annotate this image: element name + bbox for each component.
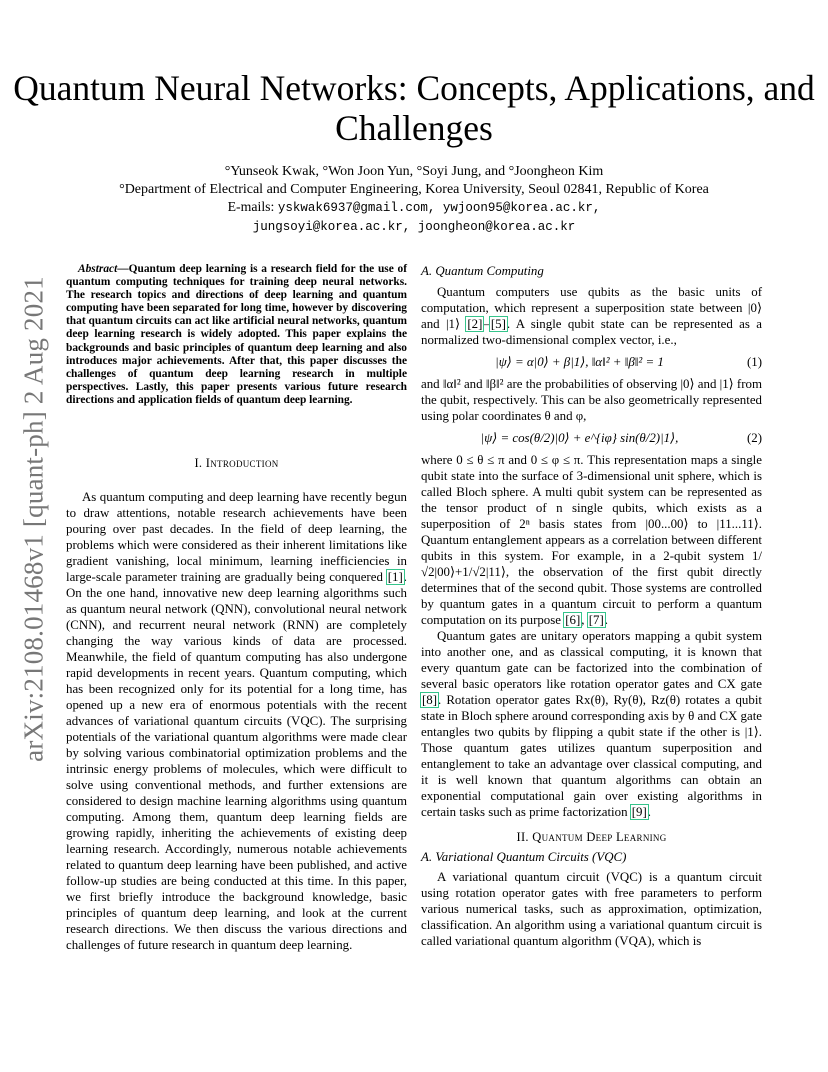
vqc-paragraph: A variational quantum circuit (VQC) is a quantum circuit using rotation operator gates with free parameters to perform various numerical tasks, such as approximation, optimization, classification. An algorithm using a variational quantum circuit is called variational quantum algorithm (VQA), which is xyxy=(421,870,762,948)
section-number: II. xyxy=(516,830,529,844)
arxiv-identifier-text: arXiv:2108.01468v1 [quant-ph] 2 Aug 2021 xyxy=(18,276,49,762)
equation-1-body: |ψ⟩ = α|0⟩ + β|1⟩, ‖α‖² + ‖β‖² = 1 xyxy=(495,355,664,369)
citation-2[interactable]: [2] xyxy=(467,317,483,331)
qc-text-4a: Quantum gates are unitary operators mapping a qubit system into another one, and as classical computing, it is known that every quantum gate can be factorized into the combination of several basic operators like rotation operator gates and CX gate xyxy=(421,629,762,691)
citation-1[interactable]: [1] xyxy=(387,570,403,584)
abstract-text: —Quantum deep learning is a research field for the use of quantum computing techniques for training deep neural networks. The research topics and directions of deep learning and quantum computing have been separated for long time, however by discovering that quantum circuits can act like artificial neural networks, quantum deep learning research is widely adopted. This paper explains the backgrounds and basic principles of quantum deep learning and also introduces major achievements. After that, this paper discusses the challenges of quantum deep learning research in multiple perspectives. Lastly, this paper presents various future research directions and application fields of quantum deep learning. xyxy=(66,263,407,406)
equation-2-body: |ψ⟩ = cos(θ/2)|0⟩ + e^{iφ} sin(θ/2)|1⟩, xyxy=(480,431,679,445)
qc-text-4b: . Rotation operator gates Rx(θ), Ry(θ), Rz(θ) rotates a qubit state in Bloch sphere around corresponding axis by θ and CX gate entangles two qubits by flipping a qubit state if the other is |1⟩. Those quantum gates utilizes quantum superposition and entanglement to take an advantage over classical computing, and it is well known that quantum algorithms can obtain an exponential computational gain over existing algorithms in certain tasks such as prime factorization xyxy=(421,693,762,819)
qc-text-1a: Quantum computers use qubits as the basic units of computation, which represent a superposition state between |0⟩ and |1⟩ xyxy=(421,285,762,331)
citation-range-dash: – xyxy=(483,317,490,331)
abstract xyxy=(66,263,407,407)
email-block xyxy=(0,198,828,236)
subsection-heading-quantum-computing: A. Quantum Computing xyxy=(421,264,544,278)
citation-6[interactable]: [6] xyxy=(565,613,581,627)
citation-7[interactable]: [7] xyxy=(588,613,604,627)
equation-2-number: (2) xyxy=(746,431,762,445)
email-label: E-mails: xyxy=(227,199,275,214)
abstract-label: Abstract xyxy=(78,263,118,275)
citation-5[interactable]: [5] xyxy=(490,317,506,331)
introduction-paragraph xyxy=(66,489,407,953)
equation-2 xyxy=(421,430,762,446)
email-line-1[interactable]: yskwak6937@gmail.com, ywjoon95@korea.ac.kr, xyxy=(277,201,601,215)
section-heading-quantum-deep-learning xyxy=(421,829,762,845)
intro-text-b: . On the one hand, innovative new deep learning algorithms such as quantum neural network (QNN), convolutional neural network (CNN), and recurrent neural network (RNN) are completely changing the way various kinds of data are processed. Meanwhile, the field of quantum computing has also undergone rapid developments in recent years. Quantum computing, which has been recognized only for its potential for a long time, has opened up a new era of enormous potentials with the recent advances of variational quantum circuits (VQC). The surprising potentials of the variational quantum algorithms were made clear by solving various combinatorial optimization problems and the intrinsic energy problems of molecules, which were difficult to solve using conventional methods, and further extensions are considered to design machine learning algorithms using quantum computing. Among them, quantum deep learning fields are growing rapidly, inheriting the achievements of existing deep learning research. Accordingly, numerous notable achievements related to quantum deep learning have been published, and active follow-up studies are being conducted at this time. In this paper, we first briefly introduce the background knowledge, basic principles of quantum deep learning, and look at the current research directions. We then discuss the various directions and challenges of future research in quantum deep learning. xyxy=(66,570,407,952)
section-heading-introduction xyxy=(66,455,407,471)
affiliation: °Department of Electrical and Computer Engineering, Korea University, Seoul 02841, Republic of Korea xyxy=(119,182,709,197)
section-title: Quantum Deep Learning xyxy=(532,830,667,844)
right-column xyxy=(421,263,762,949)
citation-9[interactable]: [9] xyxy=(631,805,647,819)
paper-title: Quantum Neural Networks: Concepts, Applications, and Challenges xyxy=(13,68,815,148)
email-line-2[interactable]: jungsoyi@korea.ac.kr, joongheon@korea.ac.kr xyxy=(252,220,576,234)
equation-1 xyxy=(421,354,762,370)
qc-text-1b: . A single qubit state can be represented as a normalized two-dimensional complex vector, i.e., xyxy=(421,317,762,347)
citation-8[interactable]: [8] xyxy=(422,693,438,707)
qc-paragraph-3: where 0 ≤ θ ≤ π and 0 ≤ φ ≤ π. This representation maps a single qubit state into the surface of 3-dimensional unit sphere, which is called Bloch sphere. A multi qubit system can be represented as the tensor product of n single qubits, which exists as a superposition of 2ⁿ basis states from |00...00⟩ to |11...11⟩. Quantum entanglement appears as a correlation between different qubits in this system. For example, in a 2-qubit system 1/√2|00⟩+1/√2|11⟩, the observation of the first qubit directly determines that of the second qubit. Those systems are controlled by quantum gates in a quantum circuit to perform a quantum computation on its purpose [6], [7]. xyxy=(421,453,762,627)
section-number: I. xyxy=(194,456,203,470)
author-list: °Yunseok Kwak, °Won Joon Yun, °Soyi Jung, and °Joongheon Kim xyxy=(224,164,604,179)
qc-paragraph-4: Quantum gates are unitary operators mapping a qubit system into another one, and as classical computing, it is known that every quantum gate can be factorized into the combination of several basic operators like rotation operator gates and CX gate [8]. Rotation operator gates Rx(θ), Ry(θ), Rz(θ) rotates a qubit state in Bloch sphere around corresponding axis by θ and CX gate entangles two qubits by flipping a qubit state if the other is |1⟩. Those quantum gates utilizes quantum superposition and entanglement to take an advantage over classical computing, and it is well known that quantum algorithms can obtain an exponential computational gain over existing algorithms in certain tasks such as prime factorization [9]. xyxy=(421,629,762,819)
intro-text-a: As quantum computing and deep learning have recently begun to draw attentions, notable research achievements have been pouring over past decades. In the field of deep learning, the problems which were considered as their inherent limitations like gradient vanishing, local minimum, learning inefficiencies in large-scale parameter training are gradually being conquered xyxy=(66,490,407,584)
equation-1-number: (1) xyxy=(746,355,762,369)
section-title: Introduction xyxy=(205,456,279,470)
arxiv-identifier xyxy=(14,276,54,762)
subsection-heading-vqc: A. Variational Quantum Circuits (VQC) xyxy=(421,850,627,864)
qc-paragraph-2: and ‖α‖² and ‖β‖² are the probabilities of observing |0⟩ and |1⟩ from the qubit, respectively. This can be also geometrically represented using polar coordinates θ and φ, xyxy=(421,377,762,423)
qc-text-3a: where 0 ≤ θ ≤ π and 0 ≤ φ ≤ π. This representation maps a single qubit state into the surface of 3-dimensional unit sphere, which is called Bloch sphere. A multi qubit system can be represented as the tensor product of n single qubits, which exists as a superposition of 2ⁿ basis states from |00...00⟩ to |11...11⟩. Quantum entanglement appears as a correlation between different qubits in this system. For example, in a 2-qubit system 1/√2|00⟩+1/√2|11⟩, the observation of the first qubit directly determines that of the second qubit. Those systems are controlled by quantum gates in a quantum circuit to perform a quantum computation on its purpose xyxy=(421,453,762,627)
